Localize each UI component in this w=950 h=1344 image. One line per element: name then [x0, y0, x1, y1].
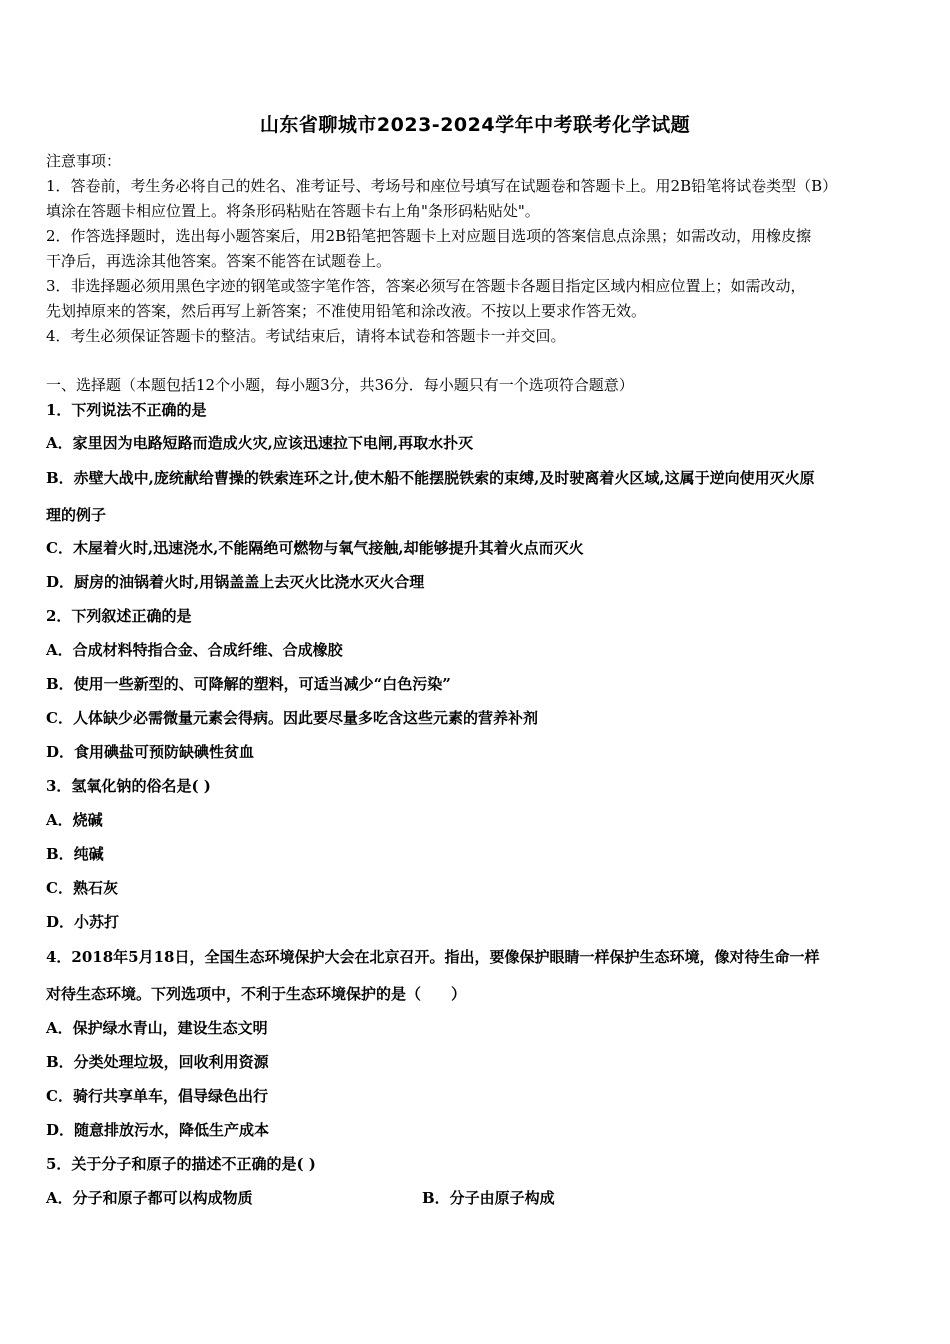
- question-option: D．食用碘盐可预防缺碘性贫血: [46, 743, 255, 761]
- notice-line: 先划掉原来的答案，然后再写上新答案；不准使用铅笔和涂改液。不按以上要求作答无效。: [46, 302, 647, 320]
- question-option: A．合成材料特指合金、合成纤维、合成橡胶: [46, 641, 343, 659]
- question-option: 理的例子: [46, 506, 107, 524]
- question-option: B．纯碱: [46, 845, 104, 863]
- question-option: D．厨房的油锅着火时,用锅盖盖上去灭火比浇水灭火合理: [46, 573, 425, 591]
- question-option: C．人体缺少必需微量元素会得病。因此要尽量多吃含这些元素的营养补剂: [46, 709, 538, 727]
- question-option: D．随意排放污水，降低生产成本: [46, 1121, 270, 1139]
- question-option: B．分子由原子构成: [422, 1189, 555, 1207]
- notice-line: 3．非选择题必须用黑色字迹的钢笔或签字笔作答，答案必须写在答题卡各题目指定区域内相应位置上；如需改动，: [46, 277, 806, 295]
- question-option: B．使用一些新型的、可降解的塑料，可适当减少“白色污染”: [46, 675, 451, 693]
- question-option-row: [46, 1188, 906, 1208]
- question-stem: 5．关于分子和原子的描述不正确的是( ): [46, 1155, 316, 1173]
- question-option: A．烧碱: [46, 811, 103, 829]
- notice-line: 填涂在答题卡相应位置上。将条形码粘贴在答题卡右上角"条形码粘贴处"。: [46, 202, 540, 220]
- question-stem: 1．下列说法不正确的是: [46, 401, 207, 419]
- question-option: C．熟石灰: [46, 879, 118, 897]
- question-option: D．小苏打: [46, 913, 120, 931]
- notice-line: 2．作答选择题时，选出每小题答案后，用2B铅笔把答题卡上对应题目选项的答案信息点涂黑；如需改动，用橡皮擦: [46, 227, 812, 245]
- question-option: B．分类处理垃圾，回收利用资源: [46, 1053, 269, 1071]
- notice-heading: 注意事项：: [46, 152, 122, 170]
- notice-line: 干净后，再选涂其他答案。答案不能答在试题卷上。: [46, 252, 392, 270]
- notice-line: 1．答卷前，考生务必将自己的姓名、准考证号、考场号和座位号填写在试题卷和答题卡上。用2B铅笔将试卷类型（B）: [46, 177, 838, 195]
- question-option: C．木屋着火时,迅速浇水,不能隔绝可燃物与氧气接触,却能够提升其着火点而灭火: [46, 539, 584, 557]
- question-stem: 2．下列叙述正确的是: [46, 607, 192, 625]
- question-stem: 对待生态环境。下列选项中，不利于生态环境保护的是（ ）: [46, 985, 467, 1003]
- question-stem: 3．氢氧化钠的俗名是( ): [46, 777, 211, 795]
- question-option: A．家里因为电路短路而造成火灾,应该迅速拉下电闸,再取水扑灭: [46, 434, 474, 452]
- question-stem: 4．2018年5月18日，全国生态环境保护大会在北京召开。指出，要像保护眼睛一样保护生态环境，像对待生命一样: [46, 948, 820, 966]
- section-heading: 一、选择题（本题包括12个小题，每小题3分，共36分．每小题只有一个选项符合题意）: [46, 376, 634, 394]
- page-title: 山东省聊城市2023-2024学年中考联考化学试题: [259, 114, 691, 136]
- question-option: B．赤壁大战中,庞统献给曹操的铁索连环之计,使木船不能摆脱铁索的束缚,及时驶离着火区域,这属于逆向使用灭火原: [46, 469, 815, 487]
- question-option: C．骑行共享单车，倡导绿色出行: [46, 1087, 268, 1105]
- notice-line: 4．考生必须保证答题卡的整洁。考试结束后，请将本试卷和答题卡一并交回。: [46, 327, 566, 345]
- question-option: A．分子和原子都可以构成物质: [46, 1189, 253, 1207]
- question-option: A．保护绿水青山，建设生态文明: [46, 1019, 268, 1037]
